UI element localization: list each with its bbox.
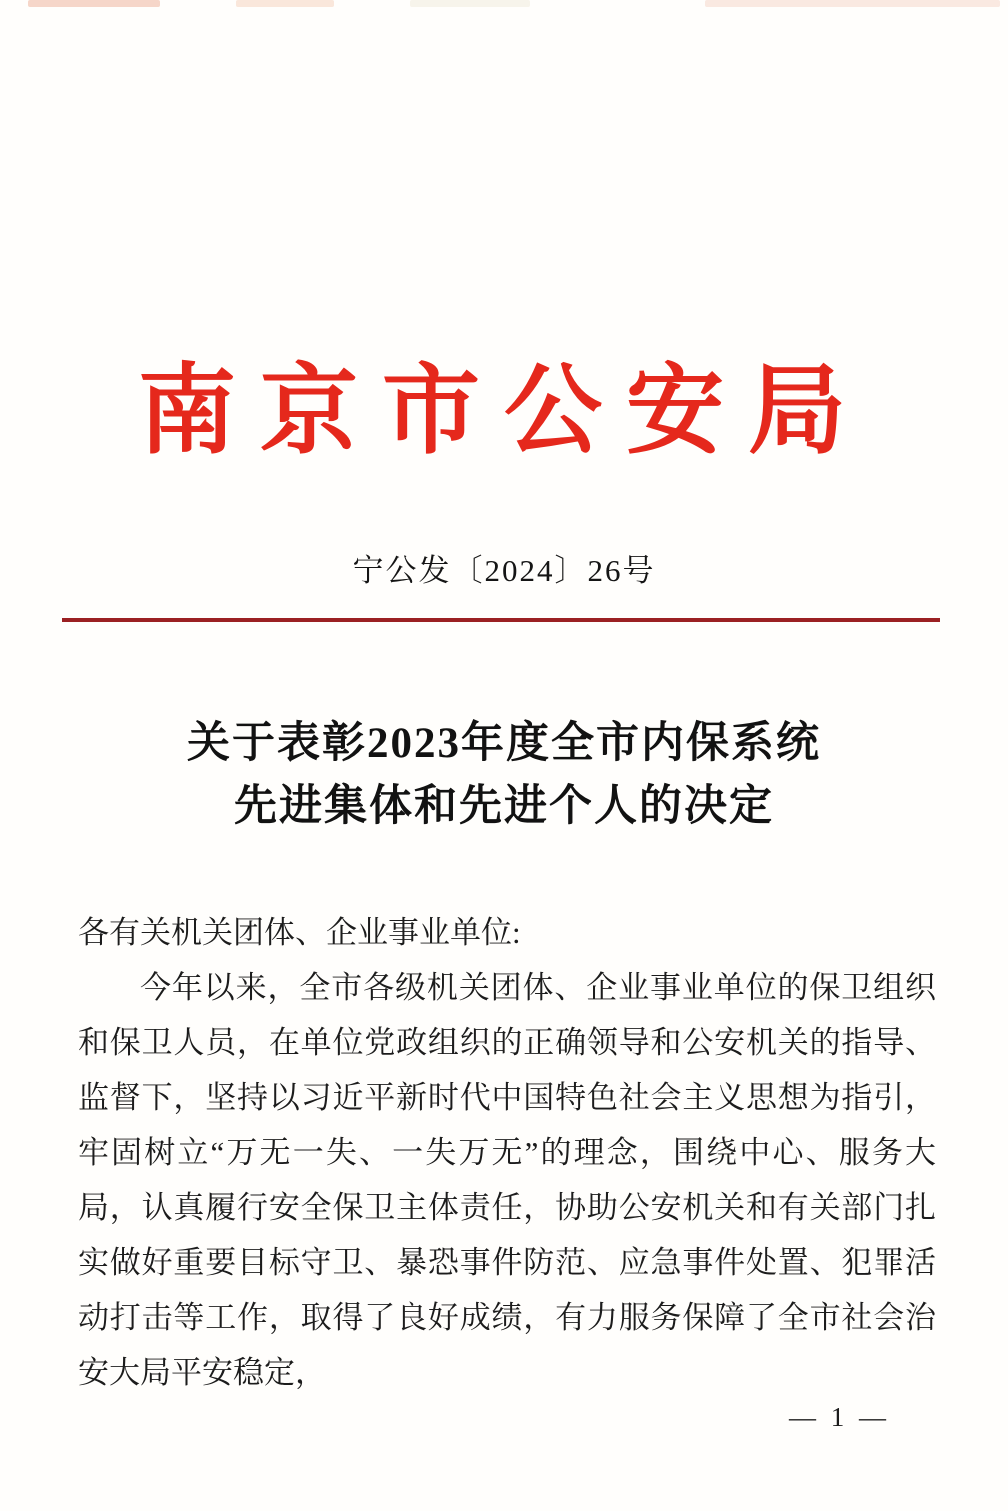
document-title-line1: 关于表彰2023年度全市内保系统 [187, 720, 821, 767]
scan-artifact [236, 0, 334, 7]
salutation-line: 各有关机关团体、企业事业单位: [78, 915, 521, 950]
document-body [78, 905, 936, 1400]
red-divider-line [62, 618, 940, 622]
body-paragraph: 今年以来，全市各级机关团体、企业事业单位的保卫组织和保卫人员，在单位党政组织的正确领导和公安机关的指导、监督下，坚持以习近平新时代中国特色社会主义思想为指引，牢固树立“万无一失、一失万无”的理念，围绕中心、服务大局，认真履行安全保卫主体责任，协助公安机关和有关部门扎实做好重要目标守卫、暴恐事件防范、应急事件处置、犯罪活动打击等工作，取得了良好成绩，有力服务保障了全市社会治安大局平安稳定， [78, 970, 936, 1390]
scan-artifact [410, 0, 530, 7]
document-title-line2: 先进集体和先进个人的决定 [234, 783, 774, 830]
scan-artifact [28, 0, 160, 7]
scan-artifact [705, 0, 1000, 7]
page-number: — 1 — [789, 1402, 890, 1432]
agency-header: 南京市公安局 [137, 358, 870, 466]
document-number: 宁公发〔2024〕26号 [352, 553, 656, 588]
document-title [0, 712, 1008, 838]
